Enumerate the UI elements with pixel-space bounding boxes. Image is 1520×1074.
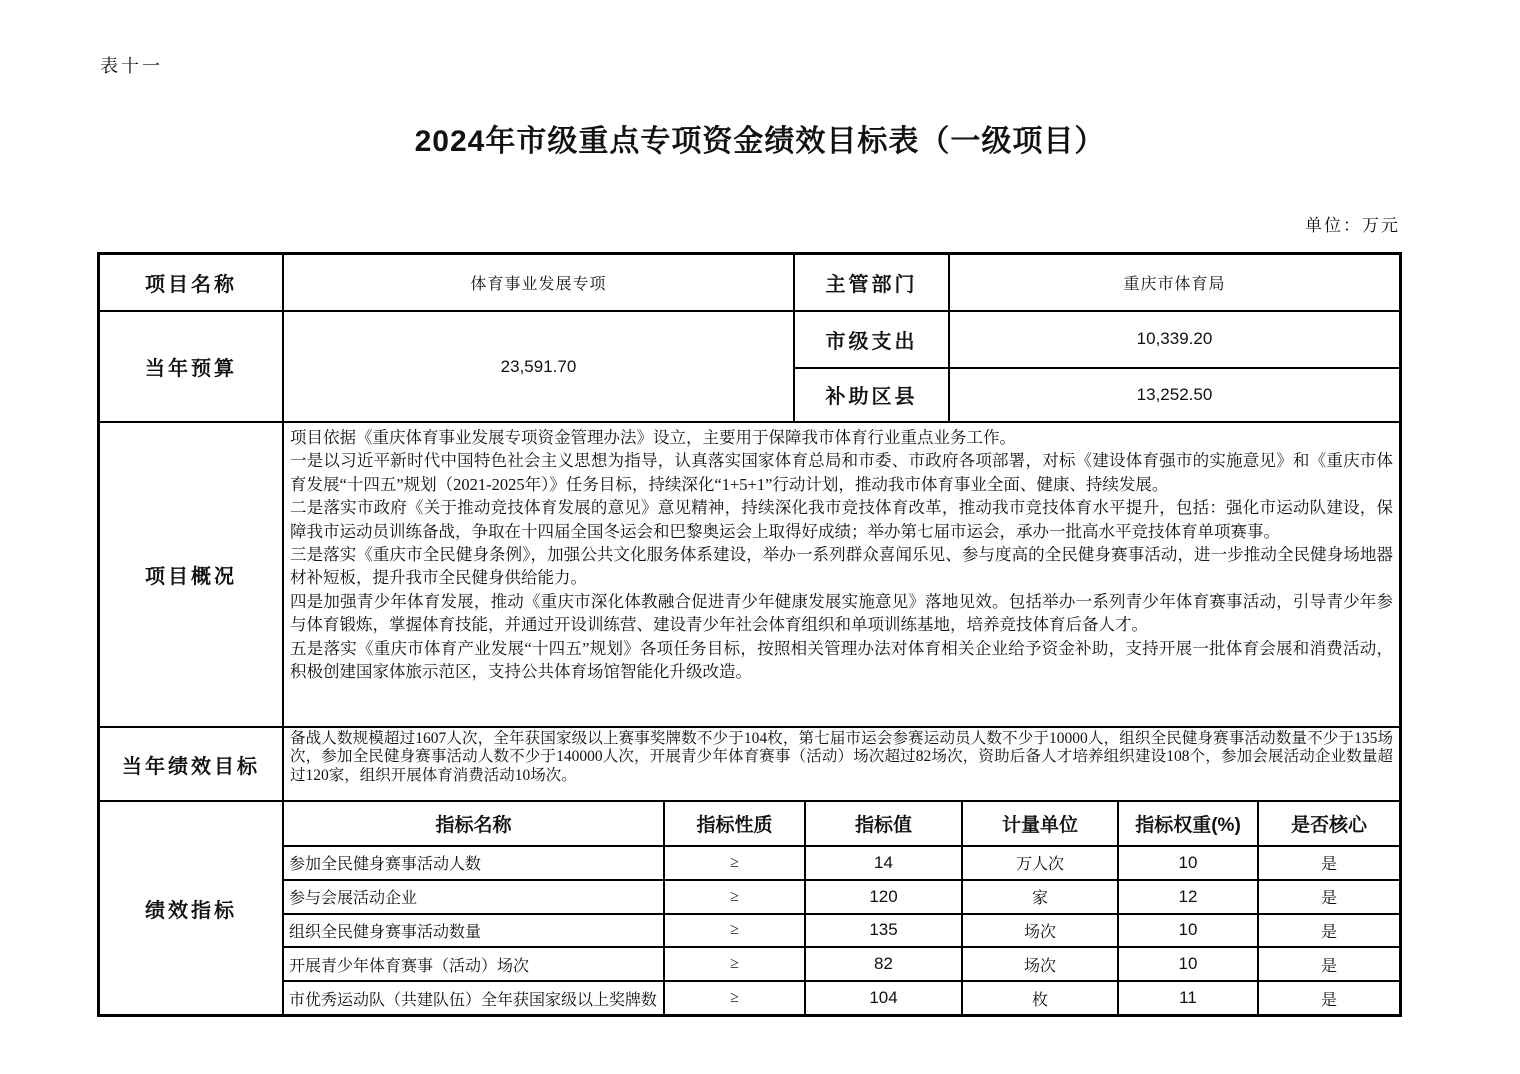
indicator-weight: 10 [1117,915,1257,947]
city-expense-value: 10,339.20 [948,312,1399,367]
indicator-nature: ≥ [663,948,804,980]
indicator-weight: 11 [1117,982,1257,1014]
header-is-core: 是否核心 [1257,802,1399,845]
budget-label: 当年预算 [145,358,237,380]
header-indicator-value: 指标值 [804,802,961,845]
is-core: 是 [1257,915,1399,947]
overview-paragraph: 五是落实《重庆市体育产业发展“十四五”规划》各项任务目标，按照相关管理办法对体育相关企业给予资金补助，支持开展一批体育会展和消费活动，积极创建国家体旅示范区，支持公共体育场馆智能化升级改造。 [290,638,1393,682]
indicators-header-row [284,802,1399,845]
header-indicator-weight: 指标权重(%) [1117,802,1257,845]
indicator-value: 120 [804,881,961,913]
indicator-name: 组织全民健身赛事活动数量 [289,923,482,941]
header-indicator-nature: 指标性质 [663,802,804,845]
indicator-value: 82 [804,948,961,980]
row-indicators [100,800,1399,1014]
measure-unit: 枚 [961,982,1117,1014]
overview-paragraph: 二是落实市政府《关于推动竞技体育发展的意见》意见精神，持续深化我市竞技体育改革，推动我市竞技体育水平提升，包括：强化市运动队建设，保障我市运动员训练备战，争取在十四届全国冬运会和巴黎奥运会上取得好成绩；举办第七届市运会，承办一批高水平竞技体育单项赛事。 [290,498,1393,541]
indicator-value: 104 [804,982,961,1014]
overview-paragraph: 项目依据《重庆体育事业发展专项资金管理办法》设立，主要用于保障我市体育行业重点业务工作。 [290,428,1016,447]
measure-unit: 家 [961,881,1117,913]
indicator-name: 市优秀运动队（共建队伍）全年获国家级以上奖牌数 [289,991,658,1009]
indicator-nature: ≥ [663,881,804,913]
unit-note: 单位：万元 [1305,216,1400,235]
district-subsidy-row [793,367,1399,422]
indicator-nature: ≥ [663,982,804,1014]
district-subsidy-value: 13,252.50 [948,369,1399,422]
measure-unit: 万人次 [961,847,1117,879]
row-budget [100,310,1399,421]
budget-breakdown [793,312,1399,421]
indicator-nature: ≥ [663,847,804,879]
annual-target-text: 备战人数规模超过1607人次，全年获国家级以上赛事奖牌数不少于104枚，第七届市运会参赛运动员人数不少于10000人，组织全民健身赛事活动数量不少于135场次，参加全民健身赛事活动人数不少于140000人次，开展青少年体育赛事（活动）场次超过82场次，资助后备人才培养组织建设108个，参加会展活动企业数量超过120家，组织开展体育消费活动10场次。 [282,728,1399,800]
indicator-row [284,845,1399,879]
header-measure-unit: 计量单位 [961,802,1117,845]
indicator-row [284,913,1399,947]
annual-target-label: 当年绩效目标 [122,755,260,778]
is-core: 是 [1257,881,1399,913]
indicator-value: 14 [804,847,961,879]
overview-text [282,423,1399,726]
overview-paragraph: 一是以习近平新时代中国特色社会主义思想为指导，认真落实国家体育总局和市委、市政府各项部署，对标《建设体育强市的实施意见》和《重庆市体育发展“十四五”规划（2021-2025年）》任务目标，持续深化“1+5+1”行动计划，推动我市体育事业全面、健康、持续发展。 [290,451,1393,494]
row-project-name [100,255,1399,310]
department-label: 主管部门 [793,255,948,310]
district-subsidy-label: 补助区县 [793,369,948,422]
indicator-weight: 10 [1117,847,1257,879]
indicator-weight: 12 [1117,881,1257,913]
header-indicator-name: 指标名称 [435,815,512,836]
indicator-name: 参加全民健身赛事活动人数 [289,856,482,874]
is-core: 是 [1257,948,1399,980]
indicator-name: 开展青少年体育赛事（活动）场次 [289,957,530,975]
city-expense-label: 市级支出 [793,312,948,367]
budget-value: 23,591.70 [282,312,793,421]
overview-label: 项目概况 [145,566,237,588]
indicator-value: 135 [804,915,961,947]
indicators-table [282,802,1399,1014]
project-name-label: 项目名称 [145,274,237,296]
is-core: 是 [1257,982,1399,1014]
indicator-nature: ≥ [663,915,804,947]
row-overview [100,421,1399,726]
row-annual-target [100,726,1399,800]
department-value: 重庆市体育局 [948,255,1399,310]
measure-unit: 场次 [961,915,1117,947]
indicators-label: 绩效指标 [145,899,237,922]
overview-paragraph: 三是落实《重庆市全民健身条例》，加强公共文化服务体系建设，举办一系列群众喜闻乐见、参与度高的全民健身赛事活动，进一步推动全民健身场地器材补短板，提升我市全民健身供给能力。 [290,545,1393,588]
overview-paragraph: 四是加强青少年体育发展，推动《重庆市深化体教融合促进青少年健康发展实施意见》落地见效。包括举办一系列青少年体育赛事活动，引导青少年参与体育锻炼，掌握体育技能，并通过开设训练营、建设青少年社会体育组织和单项训练基地，培养竞技体育后备人才。 [290,591,1393,635]
city-expense-row [793,312,1399,367]
indicator-weight: 10 [1117,948,1257,980]
is-core: 是 [1257,847,1399,879]
performance-target-table [97,252,1402,1017]
project-name-value: 体育事业发展专项 [282,255,793,310]
indicator-row [284,946,1399,980]
page-title: 2024年市级重点专项资金绩效目标表（一级项目） [414,125,1106,158]
indicator-row [284,879,1399,913]
table-number-label: 表十一 [100,56,163,76]
measure-unit: 场次 [961,948,1117,980]
indicator-name: 参与会展活动企业 [289,890,418,908]
indicator-row [284,980,1399,1014]
